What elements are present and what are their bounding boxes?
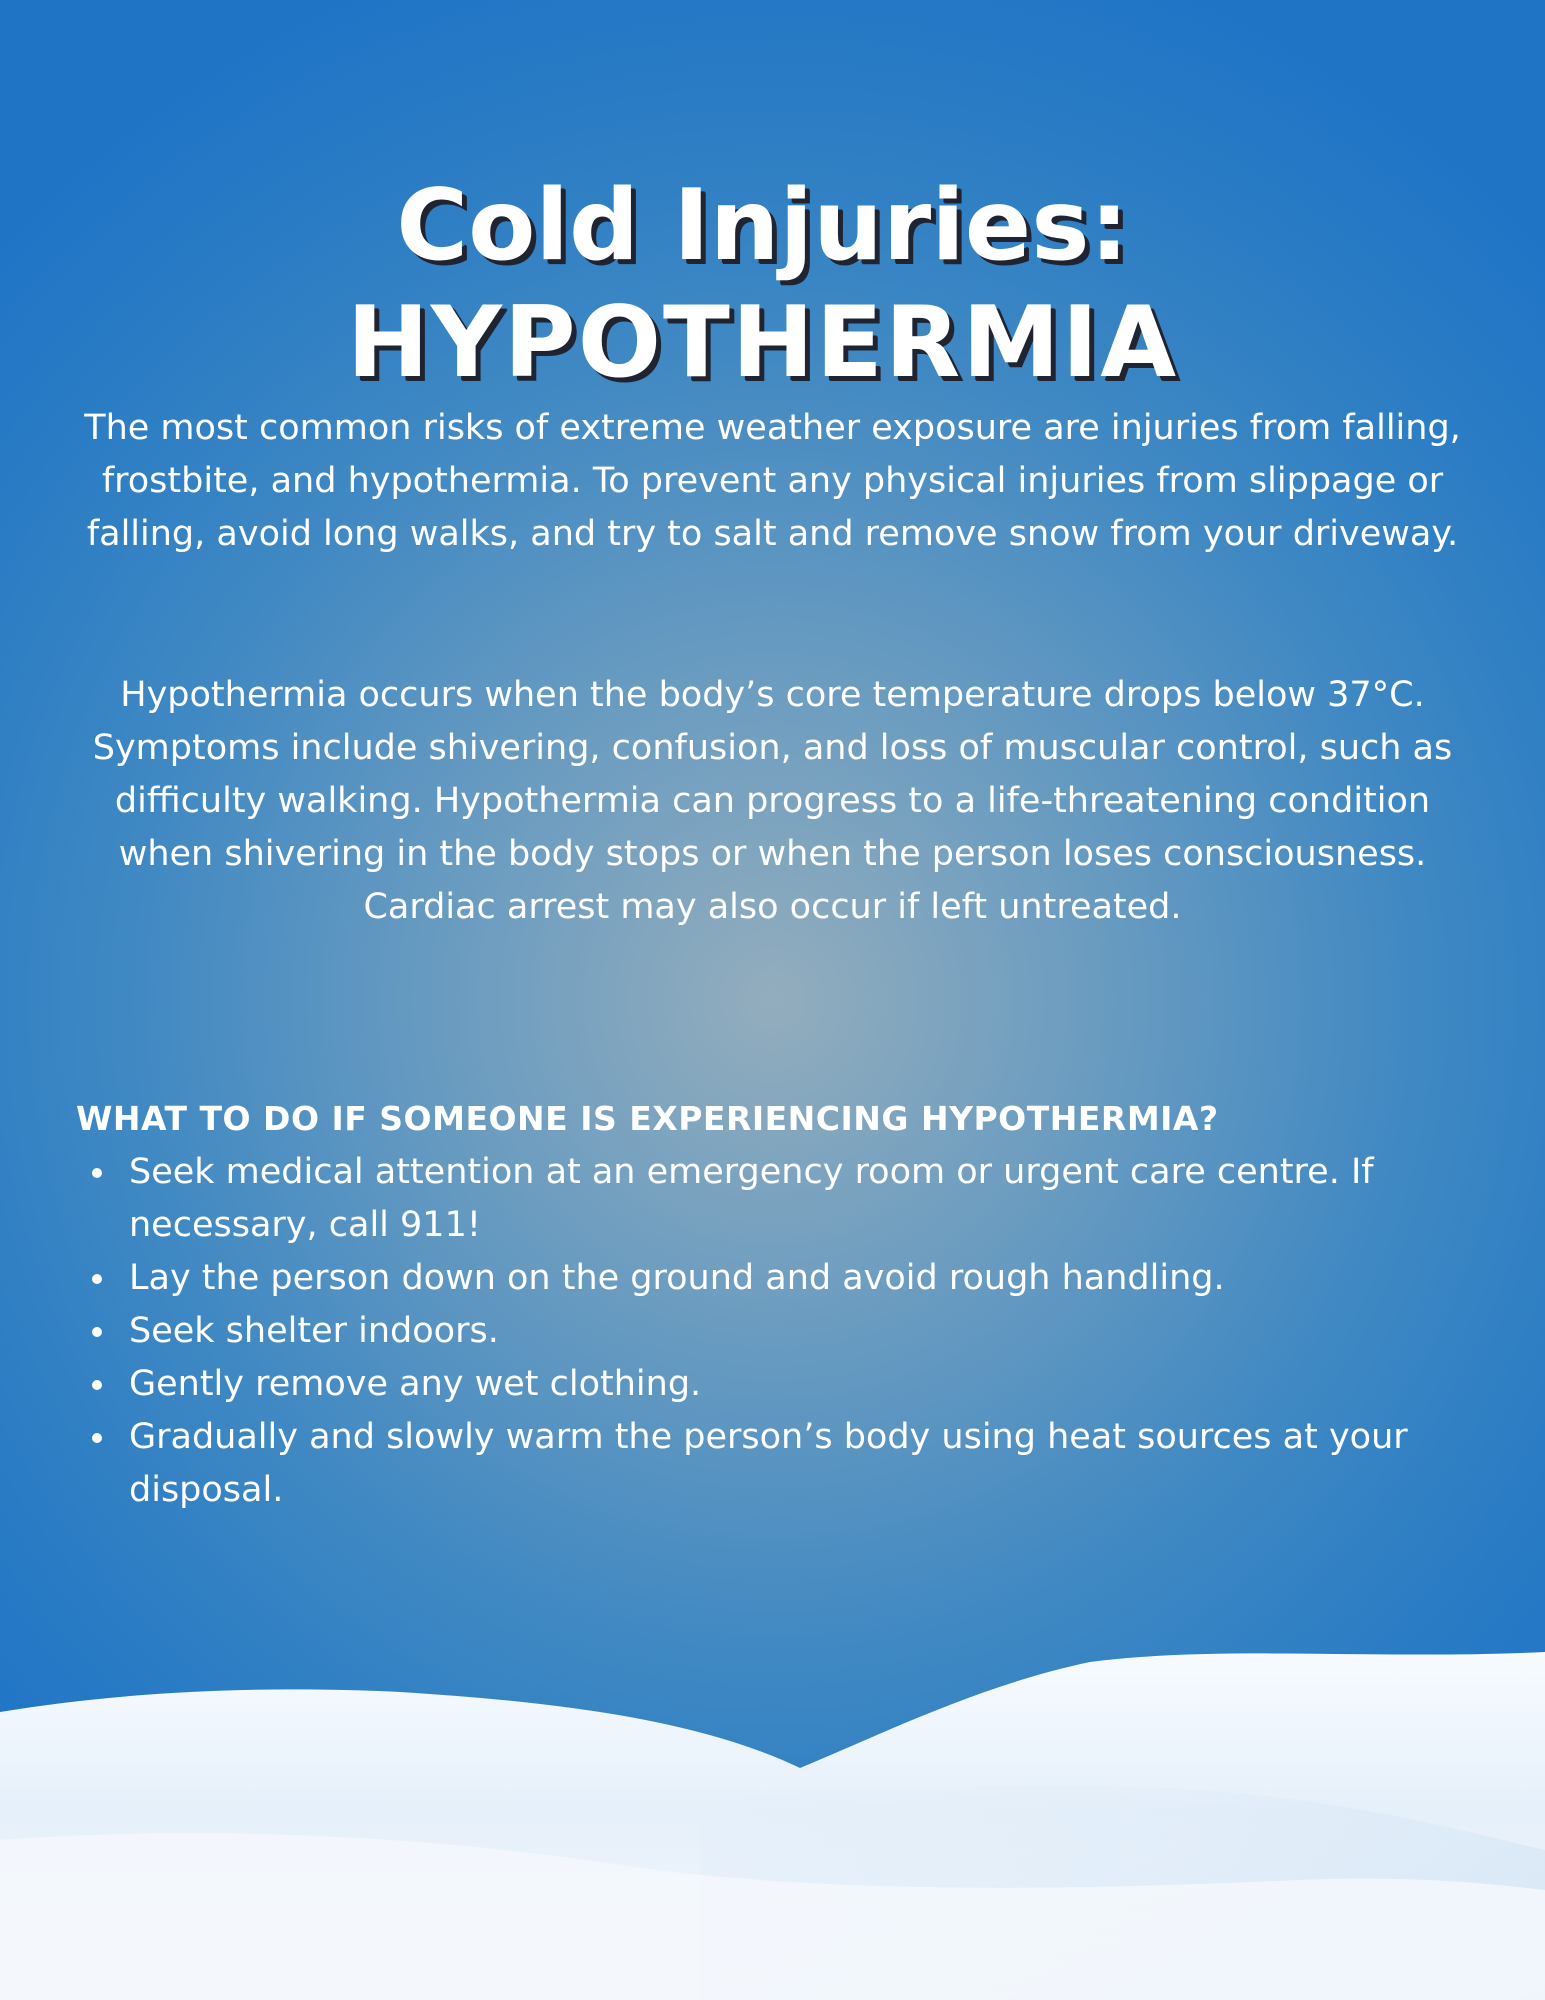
- page-title: Cold Injuries:: [396, 168, 1129, 283]
- list-item: [76, 1358, 1486, 1411]
- list-item: [76, 1411, 1486, 1517]
- list-item-text: Gently remove any wet clothing.: [129, 1364, 702, 1404]
- bullet-icon: [92, 1327, 102, 1337]
- list-item-text: Lay the person down on the ground and avoid rough handling.: [129, 1258, 1225, 1298]
- action-list: [76, 1146, 1486, 1517]
- bullet-icon: [92, 1168, 102, 1178]
- list-item: [76, 1305, 1486, 1358]
- bullet-icon: [92, 1380, 102, 1390]
- list-item-text: Seek shelter indoors.: [129, 1311, 499, 1351]
- snow-illustration: [0, 1640, 1545, 2000]
- bullet-icon: [92, 1433, 102, 1443]
- list-item: [76, 1146, 1486, 1252]
- list-item: [76, 1252, 1486, 1305]
- list-item-text: Gradually and slowly warm the person’s body using heat sources at your disposal.: [129, 1417, 1408, 1510]
- section-heading: WHAT TO DO IF SOMEONE IS EXPERIENCING HYPOTHERMIA?: [76, 1099, 1219, 1138]
- list-item-text: Seek medical attention at an emergency room or urgent care centre. If necessary, call 911!: [129, 1152, 1374, 1245]
- intro-paragraph-risks: The most common risks of extreme weather exposure are injuries from falling, frostbite, and hypothermia. To prevent any physical injuries from slippage or falling, avoid long walks, and try to salt and remove snow from your driveway.: [84, 408, 1461, 554]
- intro-paragraph-hypothermia: Hypothermia occurs when the body’s core temperature drops below 37°C. Symptoms include shivering, confusion, and loss of muscular control, such as difficulty walking. Hypothermia can progress to a life-threatening condition when shivering in the body stops or when the person loses consciousness. Cardiac arrest may also occur if left untreated.: [92, 675, 1453, 927]
- page-subtitle: HYPOTHERMIA: [346, 285, 1179, 400]
- bullet-icon: [92, 1274, 102, 1284]
